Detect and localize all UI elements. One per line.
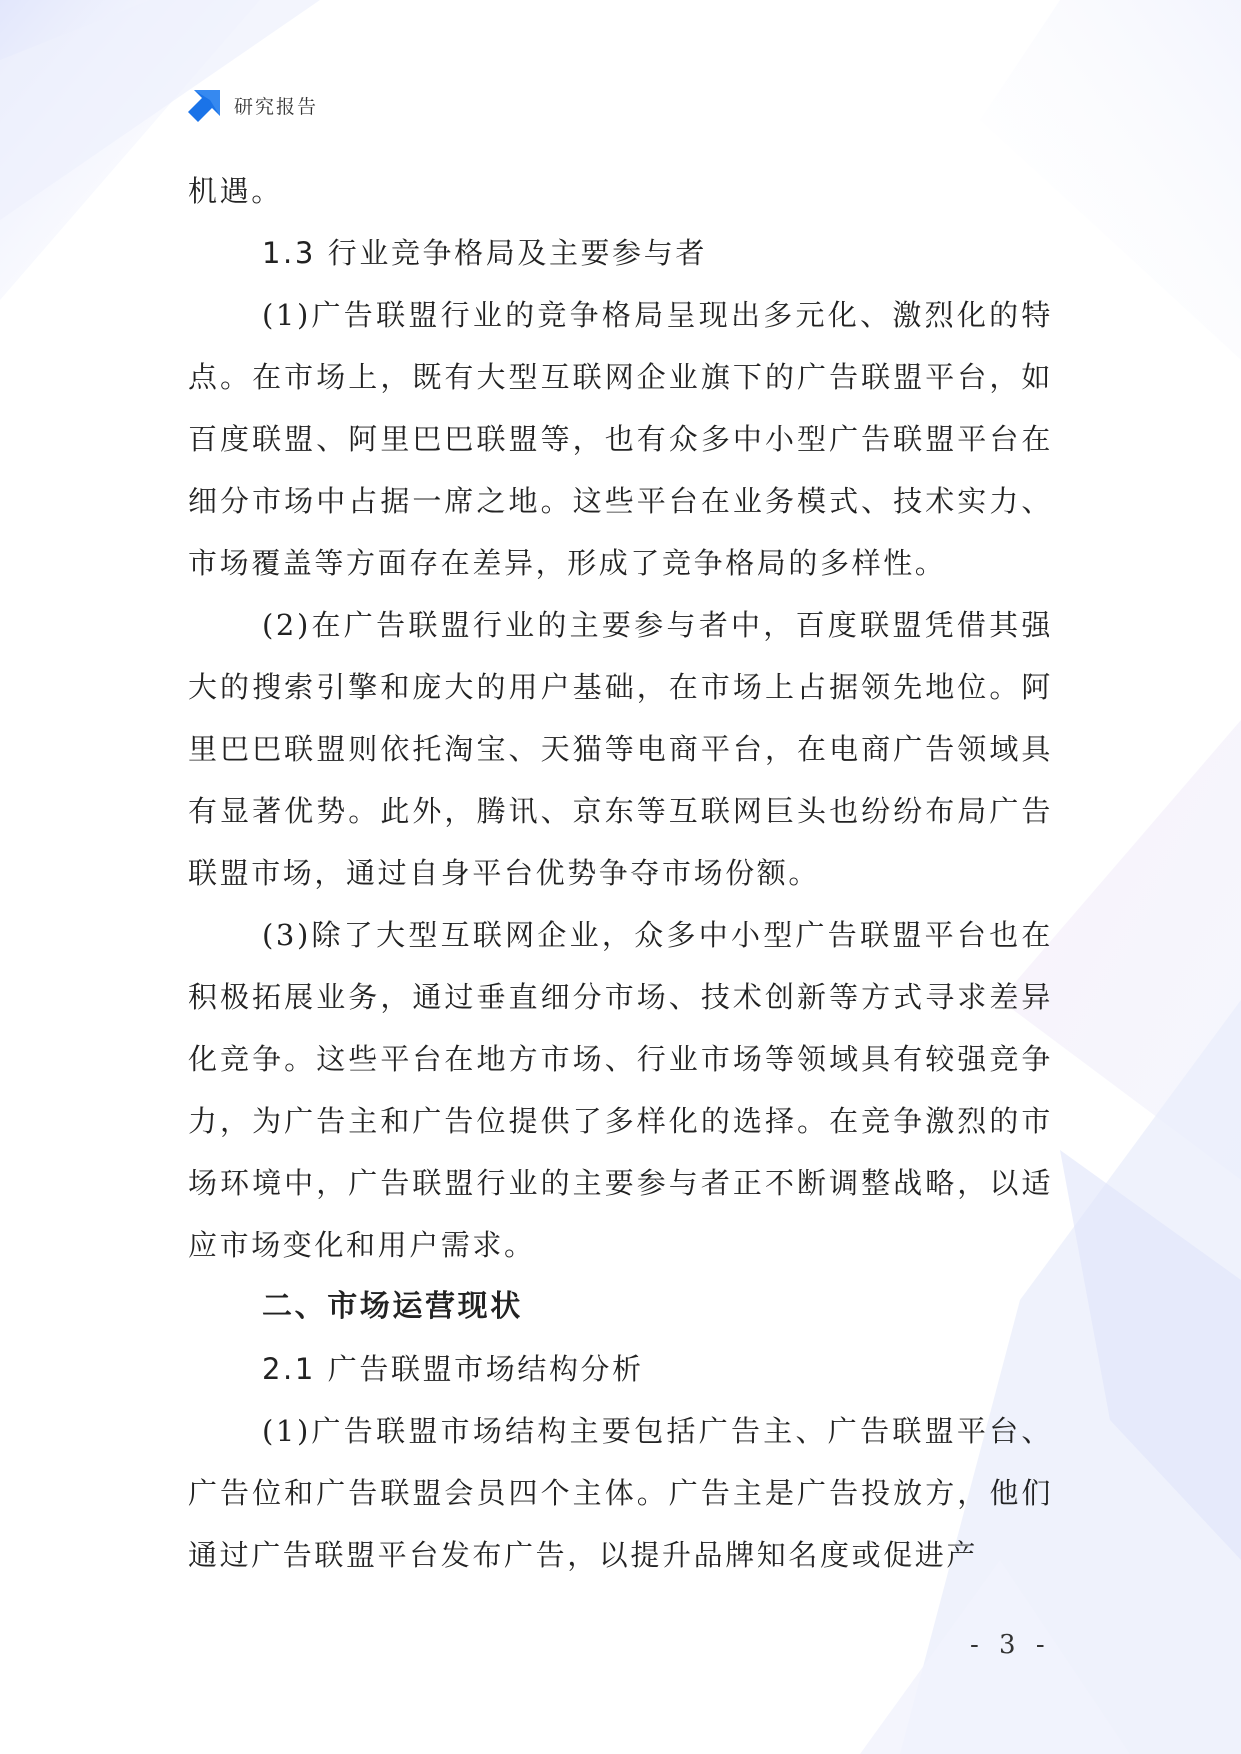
chapter-heading: 二、市场运营现状 (262, 1289, 523, 1324)
body-paragraph: (1)广告联盟市场结构主要包括广告主、广告联盟平台、广告位和广告联盟会员四个主体。广告主是广告投放方，他们通过广告联盟平台发布广告，以提升品牌知名度或促进产 (188, 1414, 1053, 1572)
section-heading-2-1: 2.1 广告联盟市场结构分析 (262, 1352, 644, 1386)
body-paragraph: (3)除了大型互联网企业，众多中小型广告联盟平台也在积极拓展业务，通过垂直细分市场、技术创新等方式寻求差异化竞争。这些平台在地方市场、行业市场等领域具有较强竞争力，为广告主和广告位提供了多样化的选择。在竞争激烈的市场环境中，广告联盟行业的主要参与者正不断调整战略，以适应市场变化和用户需求。 (188, 918, 1053, 1262)
document-body (188, 160, 1053, 1586)
page-number: - 3 - (970, 1630, 1051, 1660)
header-title: 研究报告 (234, 95, 319, 118)
body-paragraph: (1)广告联盟行业的竞争格局呈现出多元化、激烈化的特点。在市场上，既有大型互联网企业旗下的广告联盟平台，如百度联盟、阿里巴巴联盟等，也有众多中小型广告联盟平台在细分市场中占据一席之地。这些平台在业务模式、技术实力、市场覆盖等方面存在差异，形成了竞争格局的多样性。 (188, 298, 1053, 580)
arrow-logo-icon (188, 88, 222, 122)
body-paragraph: (2)在广告联盟行业的主要参与者中，百度联盟凭借其强大的搜索引擎和庞大的用户基础，在市场上占据领先地位。阿里巴巴联盟则依托淘宝、天猫等电商平台，在电商广告领域具有显著优势。此外，腾讯、京东等互联网巨头也纷纷布局广告联盟市场，通过自身平台优势争夺市场份额。 (188, 608, 1053, 890)
body-paragraph: 机遇。 (188, 174, 283, 208)
report-header (188, 88, 318, 122)
section-heading-1-3: 1.3 行业竞争格局及主要参与者 (262, 236, 707, 270)
